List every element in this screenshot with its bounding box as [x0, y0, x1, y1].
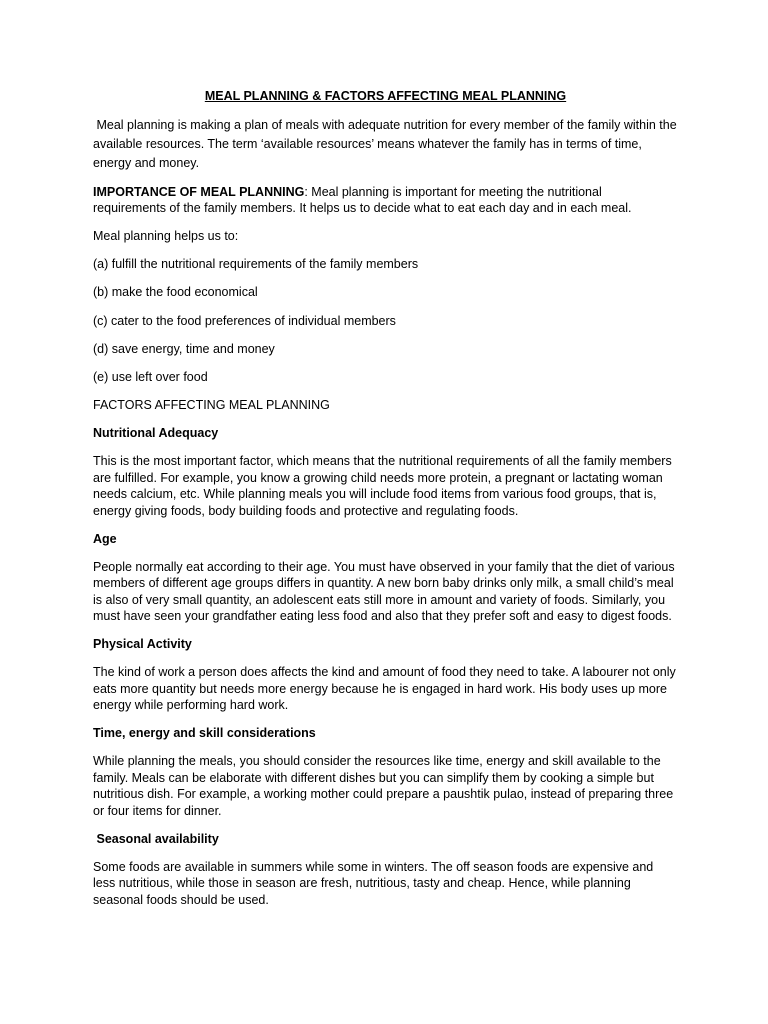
list-item: (a) fulfill the nutritional requirements of the family members [93, 257, 419, 271]
list-item: (c) cater to the food preferences of individual members [93, 313, 396, 328]
importance-text: : Meal planning is important for meeting the nutritional requirements of the family members. It helps us to decide what to eat each day and in each meal. [93, 184, 632, 215]
section-text-nutritional-adequacy: This is the most important factor, which means that the nutritional requirements of all the family members are fulfilled. For example, you know a growing child needs more protein, a pregnant or lactating woman needs calcium, etc. While planning meals you will include food items from various food groups, that is, energy giving foods, body building foods and protective and regulating foods. [93, 454, 672, 518]
section-heading-physical-activity: Physical Activity [93, 637, 192, 652]
factors-heading: FACTORS AFFECTING MEAL PLANNING [93, 398, 330, 413]
document-page [93, 88, 681, 920]
list-item: (b) make the food economical [93, 285, 258, 300]
importance-heading: IMPORTANCE OF MEAL PLANNING [93, 184, 305, 199]
intro-paragraph: Meal planning is making a plan of meals with adequate nutrition for every member of the family within the available resources. The term ‘available resources’ means whatever the family has in terms of time, energy and money. [93, 117, 681, 170]
section-heading-nutritional-adequacy: Nutritional Adequacy [93, 426, 219, 441]
section-heading-age: Age [93, 531, 117, 546]
list-item: (d) save energy, time and money [93, 341, 275, 356]
section-heading-time-energy-skill: Time, energy and skill considerations [93, 726, 316, 741]
section-text-seasonal-availability: Some foods are available in summers while some in winters. The off season foods are expensive and less nutritious, while those in season are fresh, nutritious, tasty and cheap. Hence, while planning seasonal foods should be used. [93, 859, 654, 907]
importance-paragraph [93, 184, 678, 217]
section-text-time-energy-skill: While planning the meals, you should consider the resources like time, energy and skill available to the family. Meals can be elaborate with different dishes but you can simplify them by cooking a simple but nutritious dish. For example, a working mother could prepare a paushtik pulao, instead of preparing three or four items for dinner. [93, 754, 674, 818]
section-text-physical-activity: The kind of work a person does affects the kind and amount of food they need to take. A labourer not only eats more quantity but needs more energy because he is engaged in hard work. His body uses up more energy while performing hard work. [93, 665, 676, 713]
section-text-age: People normally eat according to their age. You must have observed in your family that the diet of various members of different age groups differs in quantity. A new born baby drinks only milk, a small child’s meal is also of very small quantity, an adolescent eats still more in amount and variety of foods. Similarly, you must have seen your grandfather eating less food and also that they prefer soft and easy to digest foods. [93, 559, 675, 624]
list-item: (e) use left over food [93, 370, 208, 385]
helps-intro: Meal planning helps us to: [93, 229, 239, 243]
section-heading-seasonal-availability: Seasonal availability [93, 831, 219, 846]
document-title: MEAL PLANNING & FACTORS AFFECTING MEAL PLANNING [204, 89, 567, 103]
